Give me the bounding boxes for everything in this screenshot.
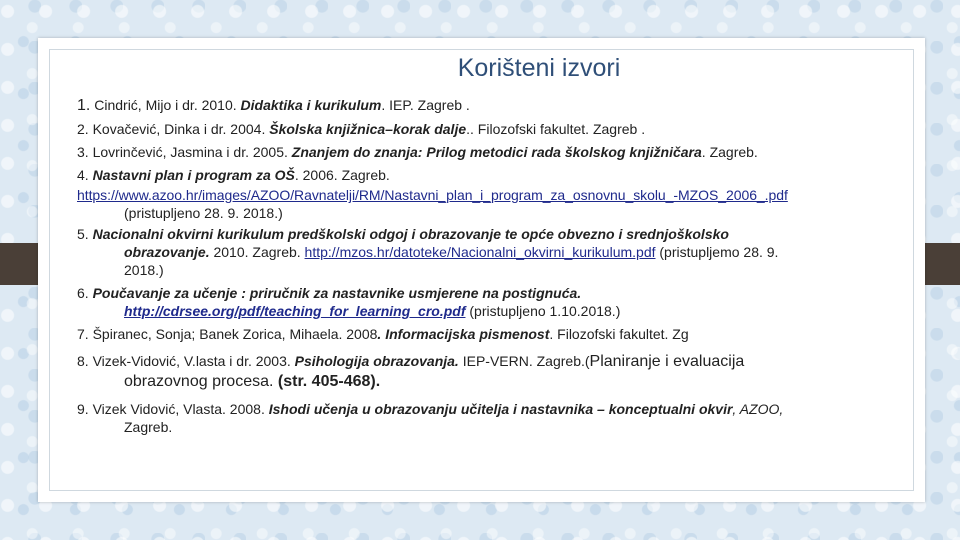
- ref-number: 4.: [77, 167, 89, 183]
- ref-authors: Kovačević, Dinka i dr. 2004.: [92, 121, 270, 137]
- ref-link[interactable]: https://www.azoo.hr/images/AZOO/Ravnatelji/RM/Nastavni_plan_i_program_za_osnovnu_skolu_-MZOS_2006_.pdf: [77, 187, 788, 203]
- reference-item-5: [77, 225, 899, 279]
- reference-item-1: [77, 96, 899, 115]
- ref-title: . Informacijska pismenost: [377, 326, 550, 342]
- ref-number: 3.: [77, 144, 89, 160]
- ref-accessed: (pristupljemo 28. 9.: [655, 244, 779, 260]
- ref-number: 7.: [77, 326, 89, 342]
- ref-title: Školska knjižnica–korak dalje: [269, 121, 467, 137]
- ref-title: Znanjem do znanja: Prilog metodici rada školskog knjižničara: [291, 144, 702, 160]
- ref-title-cont: obrazovanje.: [124, 244, 210, 260]
- ref-title: Ishodi učenja u obrazovanju učitelja i nastavnika – konceptualni okvir: [268, 401, 733, 417]
- ref-publisher: 2010. Zagreb.: [209, 244, 305, 260]
- ref-accessed-year: 2018.): [124, 262, 164, 278]
- ref-accessed: (pristupljeno 1.10.2018.): [465, 303, 621, 319]
- ref-place: Zagreb.: [124, 419, 173, 435]
- ref-publisher: .. Filozofski fakultet. Zagreb .: [466, 121, 646, 137]
- reference-item-9: [77, 400, 899, 436]
- ref-number: 6.: [77, 285, 89, 301]
- ref-publisher: . Filozofski fakultet. Zg: [549, 326, 689, 342]
- ref-publisher: IEP-VERN. Zagreb.(: [458, 353, 590, 369]
- reference-list: [77, 96, 899, 441]
- right-decor-bar: [925, 243, 960, 285]
- reference-item-8: [77, 352, 899, 391]
- slide-title: Korišteni izvori: [457, 54, 621, 82]
- ref-publisher: . Zagreb.: [701, 144, 758, 160]
- ref-pages: (str. 405-468).: [277, 373, 381, 390]
- ref-title: Didaktika i kurikulum: [240, 97, 382, 113]
- ref-title: Nastavni plan i program za OŠ: [92, 167, 295, 183]
- reference-item-2: [77, 120, 899, 138]
- left-decor-bar: [0, 243, 38, 285]
- ref-number: 1.: [77, 97, 91, 114]
- ref-chapter: Planiranje i evaluacija: [589, 353, 745, 370]
- ref-authors: Špiranec, Sonja; Banek Zorica, Mihaela. 2008: [92, 326, 378, 342]
- ref-number: 9.: [77, 401, 89, 417]
- reference-item-7: [77, 325, 899, 343]
- ref-link[interactable]: http://mzos.hr/datoteke/Nacionalni_okvirni_kurikulum.pdf: [304, 244, 656, 260]
- reference-item-3: [77, 143, 899, 161]
- ref-accessed: (pristupljeno 28. 9. 2018.): [124, 205, 283, 221]
- ref-number: 8.: [77, 353, 89, 369]
- ref-title: Nacionalni okvirni kurikulum predškolski odgoj i obrazovanje te opće obvezno i srednjoškolsko: [92, 226, 729, 242]
- ref-publisher: , AZOO,: [732, 401, 784, 417]
- ref-authors: Vizek-Vidović, V.lasta i dr. 2003.: [92, 353, 295, 369]
- reference-item-4: [77, 166, 899, 222]
- ref-title: Poučavanje za učenje : priručnik za nastavnike usmjerene na postignuća.: [92, 285, 582, 301]
- reference-item-6: [77, 284, 899, 320]
- ref-link[interactable]: http://cdrsee.org/pdf/teaching_for_learning_cro.pdf: [124, 303, 466, 319]
- ref-authors: Lovrinčević, Jasmina i dr. 2005.: [92, 144, 292, 160]
- ref-title: Psihologija obrazovanja.: [294, 353, 459, 369]
- ref-number: 5.: [77, 226, 89, 242]
- ref-chapter-cont: obrazovnog procesa.: [124, 373, 274, 390]
- ref-authors: Cindrić, Mijo i dr. 2010.: [94, 97, 241, 113]
- ref-number: 2.: [77, 121, 89, 137]
- ref-publisher: . 2006. Zagreb.: [294, 167, 390, 183]
- ref-publisher: . IEP. Zagreb .: [381, 97, 470, 113]
- ref-authors: Vizek Vidović, Vlasta. 2008.: [92, 401, 269, 417]
